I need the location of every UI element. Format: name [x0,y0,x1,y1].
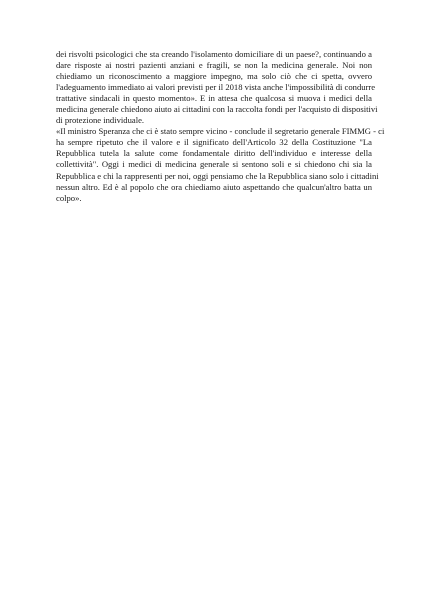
text-line: trattative sindacali in questo momento». E in attesa che qualcosa si muova i medici della [56,93,372,104]
text-line: collettività". Oggi i medici di medicina generale si sentono soli e si chiedono chi sia la [56,159,372,170]
paragraph-1 [56,49,378,126]
text-line: «Il ministro Speranza che ci è stato sempre vicino - conclude il segretario generale FIMMG - ci [56,126,385,137]
text-line: dare risposte ai nostri pazienti anziani e fragili, se non la medicina generale. Noi non [56,60,372,71]
text-line: l'adeguamento immediato ai valori previsti per il 2018 vista anche l'impossibilità di condurre [56,82,376,93]
text-line: colpo». [56,192,82,203]
text-line: nessun altro. Ed è al popolo che ora chiediamo aiuto aspettando che qualcun'altro batta un [56,181,372,192]
text-line: Repubblica e chi la rappresenti per noi, oggi pensiamo che la Repubblica siano solo i cittadini [56,170,379,181]
text-line: ha sempre ripetuto che il valore e il significato dell'Articolo 32 della Costituzione "La [56,137,372,148]
text-line: di protezione individuale. [56,115,145,126]
text-line: Repubblica tutela la salute come fondamentale diritto dell'individuo e interesse della [56,148,372,159]
paragraph-2 [56,126,385,203]
text-line: chiediamo un riconoscimento a maggiore impegno, ma solo ciò che ci spetta, ovvero [56,71,372,82]
text-line: medicina generale chiedono aiuto ai cittadini con la raccolta fondi per l'acquisto di dispositivi [56,104,378,115]
text-line: dei risvolti psicologici che sta creando l'isolamento domiciliare di un paese?, continuando a [56,49,372,59]
body-text [56,49,385,204]
